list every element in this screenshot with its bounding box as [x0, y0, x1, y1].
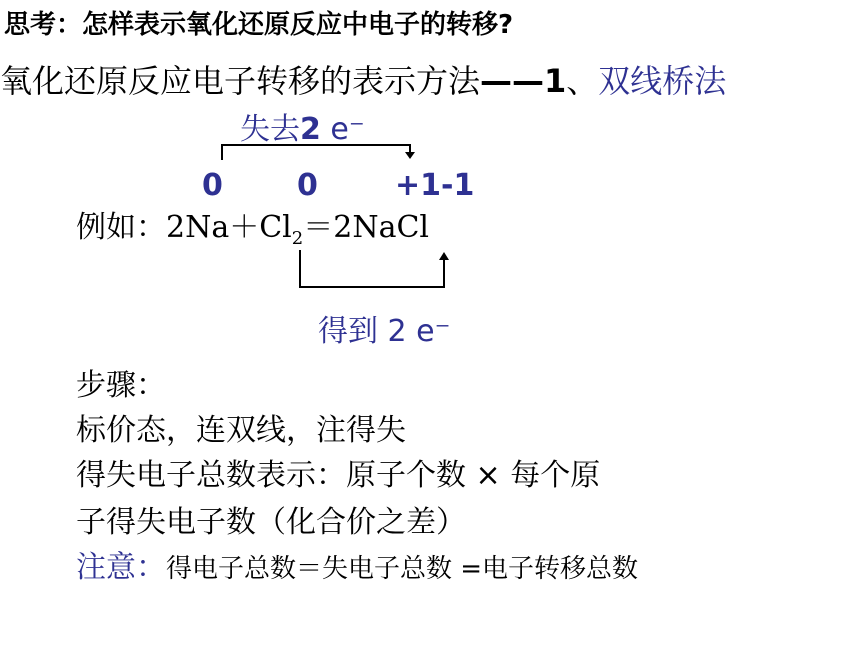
lost-arrowhead [405, 152, 415, 159]
equation-prefix: 例如： [76, 210, 166, 245]
think-title: 思考：怎样表示氧化还原反应中电子的转移? [4, 10, 514, 40]
oxidation-state-na: 0 [202, 168, 223, 203]
oxidation-state-product: +1-1 [395, 168, 475, 203]
total-electron-line-1: 得失电子总数表示：原子个数 × 每个原 [76, 458, 601, 493]
total-electron-line-2: 子得失电子数（化合价之差） [76, 505, 466, 540]
note-label: 注意： [76, 550, 166, 585]
lost-count: 2 [300, 112, 321, 147]
steps-title: 步骤： [76, 368, 166, 403]
method-prefix: 氧化还原反应电子转移的表示方法 [0, 62, 481, 100]
gain-electrons-label: 得到 2 e⁻ [318, 314, 451, 349]
steps-rule: 标价态，连双线，注得失 [76, 413, 406, 448]
lost-text: 失去 [240, 112, 300, 147]
method-name: 双线桥法 [598, 62, 727, 100]
example-equation [76, 202, 429, 249]
equation-product: ＝2NaCl [303, 210, 430, 245]
lost-bracket [222, 145, 410, 160]
method-number: 1 [544, 62, 567, 100]
method-dash: —— [480, 62, 545, 100]
equation-formula [166, 210, 430, 249]
method-separator: 、 [566, 62, 599, 100]
note-text: 得电子总数＝失电子总数 =电子转移总数 [166, 554, 639, 584]
gain-arrowhead [439, 252, 449, 260]
equation-subscript: 2 [291, 228, 304, 249]
note [76, 542, 638, 586]
oxidation-state-cl: 0 [297, 168, 318, 203]
gain-bracket [300, 250, 444, 287]
equation-reactants: 2Na＋Cl [166, 210, 292, 245]
lost-electron: e⁻ [320, 112, 365, 147]
